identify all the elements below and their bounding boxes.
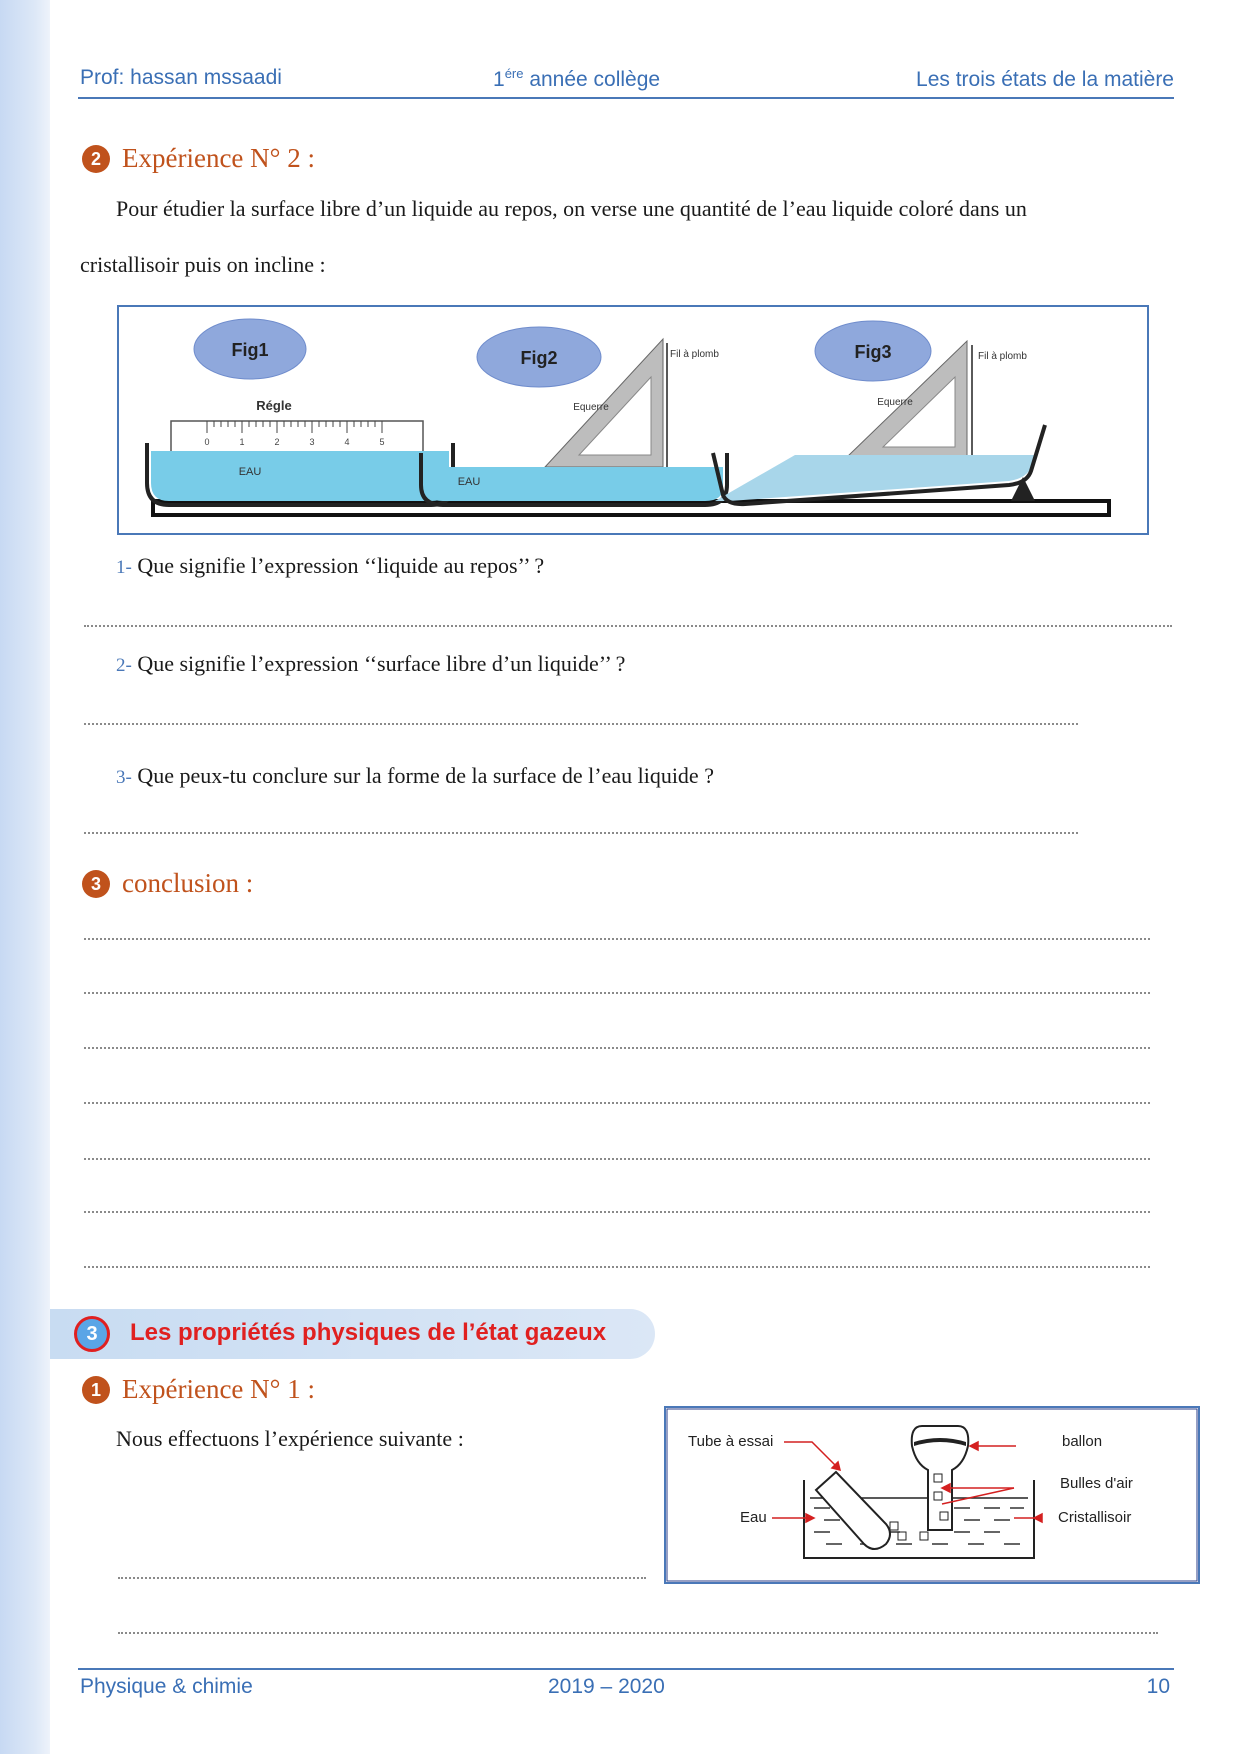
- exp1-number-badge: 1: [82, 1376, 110, 1404]
- question-3: 3- Que peux-tu conclure sur la forme de la surface de l’eau liquide ?: [116, 763, 714, 788]
- fig2-label: Fig2: [520, 348, 558, 368]
- ruler-tick-label: 3: [309, 437, 315, 447]
- section-gas-title: Les propriétés physiques de l’état gazeux: [130, 1319, 607, 1346]
- fig1-label: Fig1: [231, 340, 269, 360]
- exp1-answer-line[interactable]: [118, 1632, 1158, 1634]
- ruler-tick-label: 0: [204, 437, 210, 447]
- conclusion-title: [82, 868, 253, 899]
- fig1-water: [151, 451, 449, 501]
- footer-subject: Physique & chimie: [80, 1675, 253, 1698]
- fig1-water-label: EAU: [238, 466, 262, 478]
- water-label: Eau: [740, 1509, 767, 1526]
- ruler-tick-label: 2: [274, 437, 280, 447]
- exp1-title-text: Expérience N° 1 :: [122, 1374, 315, 1404]
- exp1-answer-line[interactable]: [118, 1577, 646, 1579]
- ballon-label: ballon: [1062, 1433, 1103, 1450]
- header-prof: Prof: hassan mssaadi: [80, 66, 282, 89]
- footer-year: 2019 – 2020: [548, 1675, 665, 1698]
- exp2-intro-line2: cristallisoir puis on incline :: [80, 252, 326, 277]
- fig2-water-label: EAU: [457, 476, 481, 488]
- footer-page-number: 10: [1146, 1675, 1170, 1698]
- crystallizer-label: Cristallisoir: [1058, 1509, 1132, 1526]
- conclusion-line[interactable]: [84, 1211, 1150, 1213]
- fig2-set-square-label: Equerre: [573, 402, 609, 413]
- exp1-intro: Nous effectuons l’expérience suivante :: [116, 1426, 464, 1451]
- conclusion-line[interactable]: [84, 1158, 1150, 1160]
- tube-label: Tube à essai: [688, 1433, 774, 1450]
- header-level: $1^{ére}$ année collège: [493, 66, 661, 91]
- answer-line-2[interactable]: [84, 723, 1078, 725]
- ruler-tick-label: 4: [344, 437, 350, 447]
- bubbles-label: Bulles d'air: [1060, 1475, 1133, 1492]
- fig3-set-square-label: Equerre: [877, 397, 913, 408]
- conclusion-line[interactable]: [84, 1102, 1150, 1104]
- fig3-plumb-line-label: Fil à plomb: [978, 351, 1027, 362]
- header-rule: [78, 97, 1174, 99]
- ruler-tick-label: 1: [239, 437, 245, 447]
- conclusion-number-badge: 3: [82, 870, 110, 898]
- header-topic: Les trois états de la matière: [916, 68, 1174, 91]
- answer-line-1[interactable]: [84, 625, 1172, 627]
- ruler-label: Régle: [256, 398, 292, 413]
- page-side-band: [0, 0, 50, 1754]
- exp2-figure: [117, 305, 1149, 535]
- exp2-intro-line1: Pour étudier la surface libre d’un liquide au repos, on verse une quantité de l’eau liquide coloré dans un: [116, 196, 1027, 221]
- answer-line-3[interactable]: [84, 832, 1078, 834]
- footer-rule: [78, 1668, 1174, 1670]
- conclusion-line[interactable]: [84, 992, 1150, 994]
- question-1: 1- Que signifie l’expression ‘‘liquide au repos’’ ?: [116, 553, 545, 578]
- conclusion-line[interactable]: [84, 1266, 1150, 1268]
- exp2-title-text: Expérience N° 2 :: [122, 143, 315, 173]
- exp2-title: [82, 143, 315, 174]
- question-2: 2- Que signifie l’expression ‘‘surface libre d’un liquide’’ ?: [116, 651, 626, 676]
- exp1-title: [82, 1374, 315, 1405]
- ruler-tick-label: 5: [379, 437, 385, 447]
- exp1-figure: [664, 1406, 1200, 1584]
- conclusion-line[interactable]: [84, 938, 1150, 940]
- fig2-plumb-line-label: Fil à plomb: [670, 349, 719, 360]
- fig3-label: Fig3: [854, 342, 892, 362]
- conclusion-line[interactable]: [84, 1047, 1150, 1049]
- conclusion-title-text: conclusion :: [122, 868, 254, 898]
- exp2-number-badge: 2: [82, 145, 110, 173]
- section-gas-number-badge: 3: [74, 1316, 110, 1352]
